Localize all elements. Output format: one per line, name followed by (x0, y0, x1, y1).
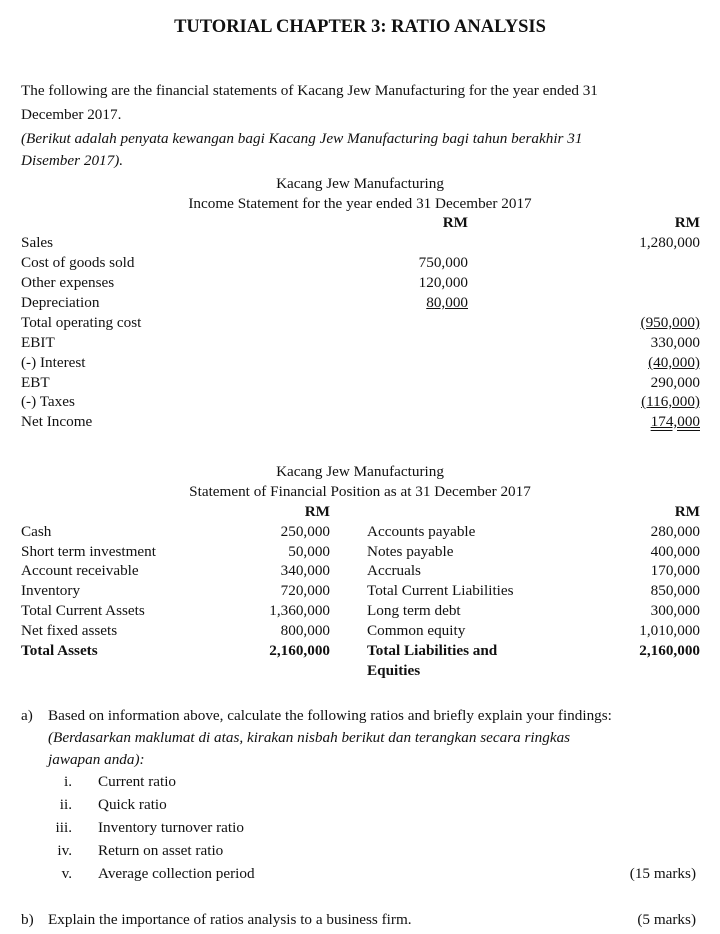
list-item: Return on asset ratio (98, 842, 224, 859)
total-liabilities-value: 2,160,000 (639, 642, 700, 659)
question-b-label: b) (21, 911, 34, 928)
balance-left-header: RM (304, 503, 330, 520)
question-a-text: Based on information above, calculate the following ratios and briefly explain your findings: (48, 707, 612, 724)
total-assets-value: 2,160,000 (269, 642, 330, 659)
income-row-label: Total operating cost (21, 314, 142, 331)
income-row-label: Other expenses (21, 274, 115, 291)
total-liabilities-label-line2: Equities (367, 662, 421, 679)
liability-label: Accounts payable (367, 523, 476, 540)
total-assets-label: Total Assets (21, 642, 98, 659)
income-col1-header: RM (442, 214, 468, 231)
asset-label: Inventory (21, 582, 81, 599)
liability-label: Long term debt (367, 602, 461, 619)
intro-en-line1: The following are the financial statements of Kacang Jew Manufacturing for the year ended 31 (21, 82, 598, 99)
liability-value: 850,000 (650, 582, 700, 599)
list-item-number: v. (61, 865, 72, 882)
income-statement-heading: Income Statement for the year ended 31 December 2017 (188, 195, 532, 212)
liability-label: Accruals (367, 562, 421, 579)
income-row-label: (-) Interest (21, 354, 86, 371)
balance-right-header: RM (674, 503, 700, 520)
income-row-col2: (116,000) (641, 393, 700, 410)
asset-label: Net fixed assets (21, 622, 118, 639)
income-row-col2: 1,280,000 (639, 234, 700, 251)
asset-value: 250,000 (280, 523, 330, 540)
income-row-label: Cost of goods sold (21, 254, 135, 271)
asset-label: Cash (21, 523, 52, 540)
liability-value: 400,000 (650, 543, 700, 560)
liability-label: Total Current Liabilities (367, 582, 514, 599)
question-b-marks: (5 marks) (637, 911, 696, 928)
intro-ms-line1: (Berikut adalah penyata kewangan bagi Kacang Jew Manufacturing bagi tahun berakhir 31 (21, 130, 583, 147)
liability-value: 170,000 (650, 562, 700, 579)
intro-ms-line2: Disember 2017). (21, 152, 124, 169)
liability-value: 1,010,000 (639, 622, 700, 639)
list-item-number: iv. (57, 842, 72, 859)
income-company-name: Kacang Jew Manufacturing (276, 175, 444, 192)
liability-value: 300,000 (650, 602, 700, 619)
balance-company-name: Kacang Jew Manufacturing (276, 463, 444, 480)
list-item-number: ii. (59, 796, 72, 813)
liability-label: Notes payable (367, 543, 454, 560)
income-row-label: Net Income (21, 413, 93, 430)
question-b-text: Explain the importance of ratios analysis to a business firm. (48, 911, 412, 928)
income-row-label: (-) Taxes (21, 393, 75, 410)
total-liabilities-label: Total Liabilities and (367, 642, 498, 659)
income-row-col2: 290,000 (650, 374, 700, 391)
question-a-ms-line2: jawapan anda): (48, 751, 145, 768)
balance-sheet-heading: Statement of Financial Position as at 31 December 2017 (189, 483, 531, 500)
income-row-col1: 80,000 (426, 294, 468, 311)
asset-value: 340,000 (280, 562, 330, 579)
question-a-ms-line1: (Berdasarkan maklumat di atas, kirakan nisbah berikut dan terangkan secara ringkas (48, 729, 571, 746)
list-item: Quick ratio (98, 796, 167, 813)
income-row-col1: 120,000 (418, 274, 468, 291)
income-row-col2: (950,000) (640, 314, 700, 331)
income-row-label: Depreciation (21, 294, 100, 311)
asset-value: 50,000 (288, 543, 330, 560)
page-title: TUTORIAL CHAPTER 3: RATIO ANALYSIS (174, 17, 546, 37)
income-col2-header: RM (674, 214, 700, 231)
income-row-label: EBT (21, 374, 50, 391)
list-item: Average collection period (98, 865, 255, 882)
income-row-col1: 750,000 (418, 254, 468, 271)
income-row-label: Sales (21, 234, 54, 251)
asset-value: 1,360,000 (269, 602, 330, 619)
list-item-number: iii. (55, 819, 72, 836)
asset-label: Total Current Assets (21, 602, 145, 619)
income-row-label: EBIT (21, 334, 55, 351)
list-item: Inventory turnover ratio (98, 819, 244, 836)
liability-label: Common equity (367, 622, 466, 639)
asset-value: 720,000 (280, 582, 330, 599)
asset-label: Account receivable (21, 562, 139, 579)
question-a-marks: (15 marks) (629, 865, 696, 882)
liability-value: 280,000 (650, 523, 700, 540)
intro-en-line2: December 2017. (21, 106, 122, 123)
income-row-col2: 174,000 (650, 413, 700, 430)
question-a-label: a) (21, 707, 33, 724)
asset-label: Short term investment (21, 543, 156, 560)
list-item-number: i. (63, 773, 72, 790)
asset-value: 800,000 (280, 622, 330, 639)
income-row-col2: (40,000) (648, 354, 700, 371)
list-item: Current ratio (98, 773, 177, 790)
income-row-col2: 330,000 (650, 334, 700, 351)
